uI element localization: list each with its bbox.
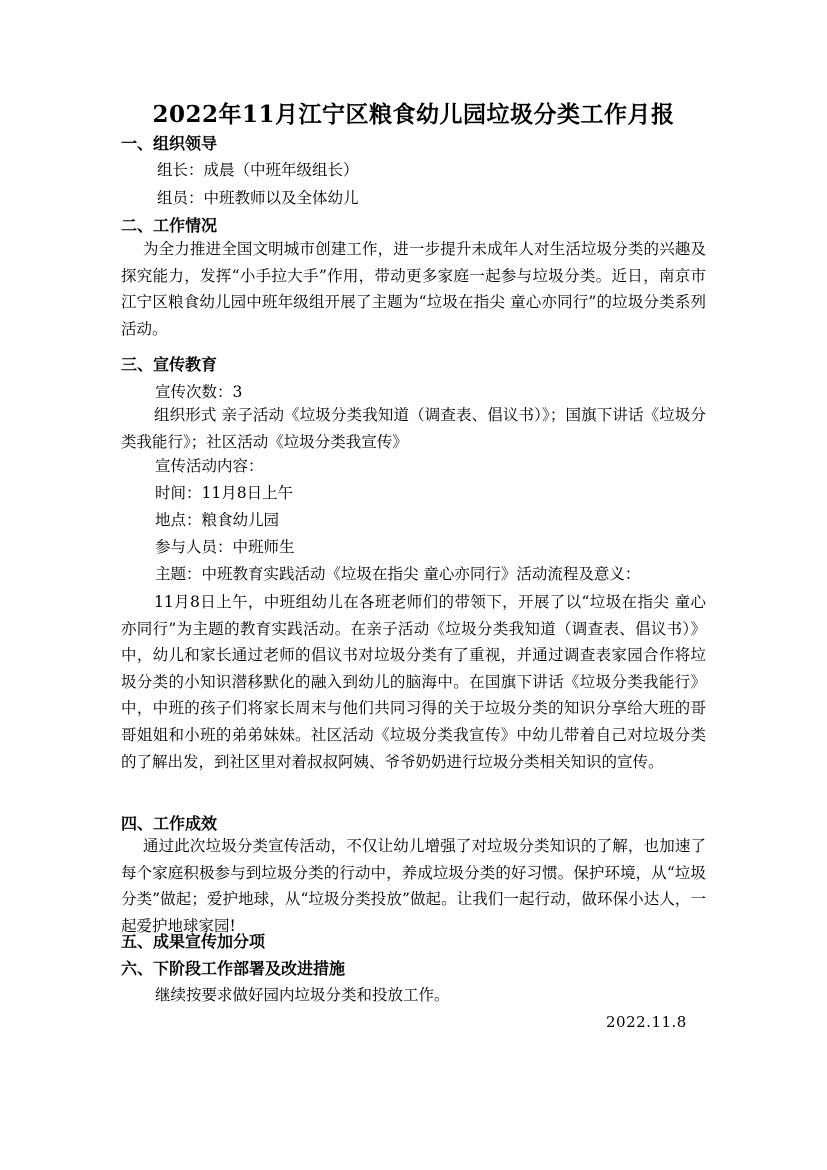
next-steps-body: 继续按要求做好园内垃圾分类和投放工作。 <box>155 986 450 1004</box>
report-date: 2022.11.8 <box>606 1013 687 1031</box>
work-status-paragraph: 为全力推进全国文明城市创建工作，进一步提升未成年人对生活垃圾分类的兴趣及探究能力，发挥“小手拉大手”作用，带动更多家庭一起参与垃圾分类。近日，南京市江宁区粮食幼儿园中班年级组开展了主题为“垃圾在指尖 童心亦同行”的垃圾分类系列活动。 <box>121 240 706 338</box>
members-line: 组员：中班教师以及全体幼儿 <box>157 189 359 207</box>
section-heading-next-steps: 六、下阶段工作部署及改进措施 <box>121 959 346 978</box>
results-paragraph: 通过此次垃圾分类宣传活动，不仅让幼儿增强了对垃圾分类知识的了解，也加速了每个家庭积极参与到垃圾分类的行动中，养成垃圾分类的好习惯。保护环境，从“垃圾分类”做起；爱护地球，从“垃圾分类投放”做起。让我们一起行动，做环保小达人，一起爱护地球家园! <box>121 837 706 935</box>
document-title: 2022年11月江宁区粮食幼儿园垃圾分类工作月报 <box>152 101 675 128</box>
section-heading-organization: 一、组织领导 <box>121 134 218 153</box>
section-heading-results: 四、工作成效 <box>121 814 218 833</box>
section-heading-work-status: 二、工作情况 <box>121 216 218 235</box>
publicity-content-label: 宣传活动内容： <box>155 457 264 475</box>
activity-participants: 参与人员：中班师生 <box>155 538 295 556</box>
section-heading-publicity: 三、宣传教育 <box>121 355 218 374</box>
activity-detail-paragraph: 11月8日上午，中班组幼儿在各班老师们的带领下，开展了以“垃圾在指尖 童心亦同行”为主题的教育实践活动。在亲子活动《垃圾分类我知道（调查表、倡议书）》中，幼儿和家长通过老师的倡议书对垃圾分类有了重视，并通过调查表家园合作将垃圾分类的小知识潜移默化的融入到幼儿的脑海中。在国旗下讲话《垃圾分类我能行》中，中班的孩子们将家长周末与他们共同习得的关于垃圾分类的知识分享给大班的哥哥姐姐和小班的弟弟妹妹。社区活动《垃圾分类我宣传》中幼儿带着自己对垃圾分类的了解出发，到社区里对着叔叔阿姨、爷爷奶奶进行垃圾分类相关知识的宣传。 <box>121 593 706 771</box>
publicity-count: 宣传次数：3 <box>155 383 243 401</box>
section-heading-bonus: 五、成果宣传加分项 <box>121 932 266 951</box>
activity-place: 地点：粮食幼儿园 <box>155 511 280 529</box>
leader-line: 组长：成晨（中班年级组长） <box>157 161 359 179</box>
activity-time: 时间：11月8日上午 <box>155 484 294 502</box>
publicity-form: 组织形式 亲子活动《垃圾分类我知道（调查表、倡议书）》；国旗下讲话《垃圾分类我能行》；社区活动《垃圾分类我宣传》 <box>121 406 706 451</box>
activity-theme: 主题：中班教育实践活动《垃圾在指尖 童心亦同行》活动流程及意义： <box>155 565 641 583</box>
